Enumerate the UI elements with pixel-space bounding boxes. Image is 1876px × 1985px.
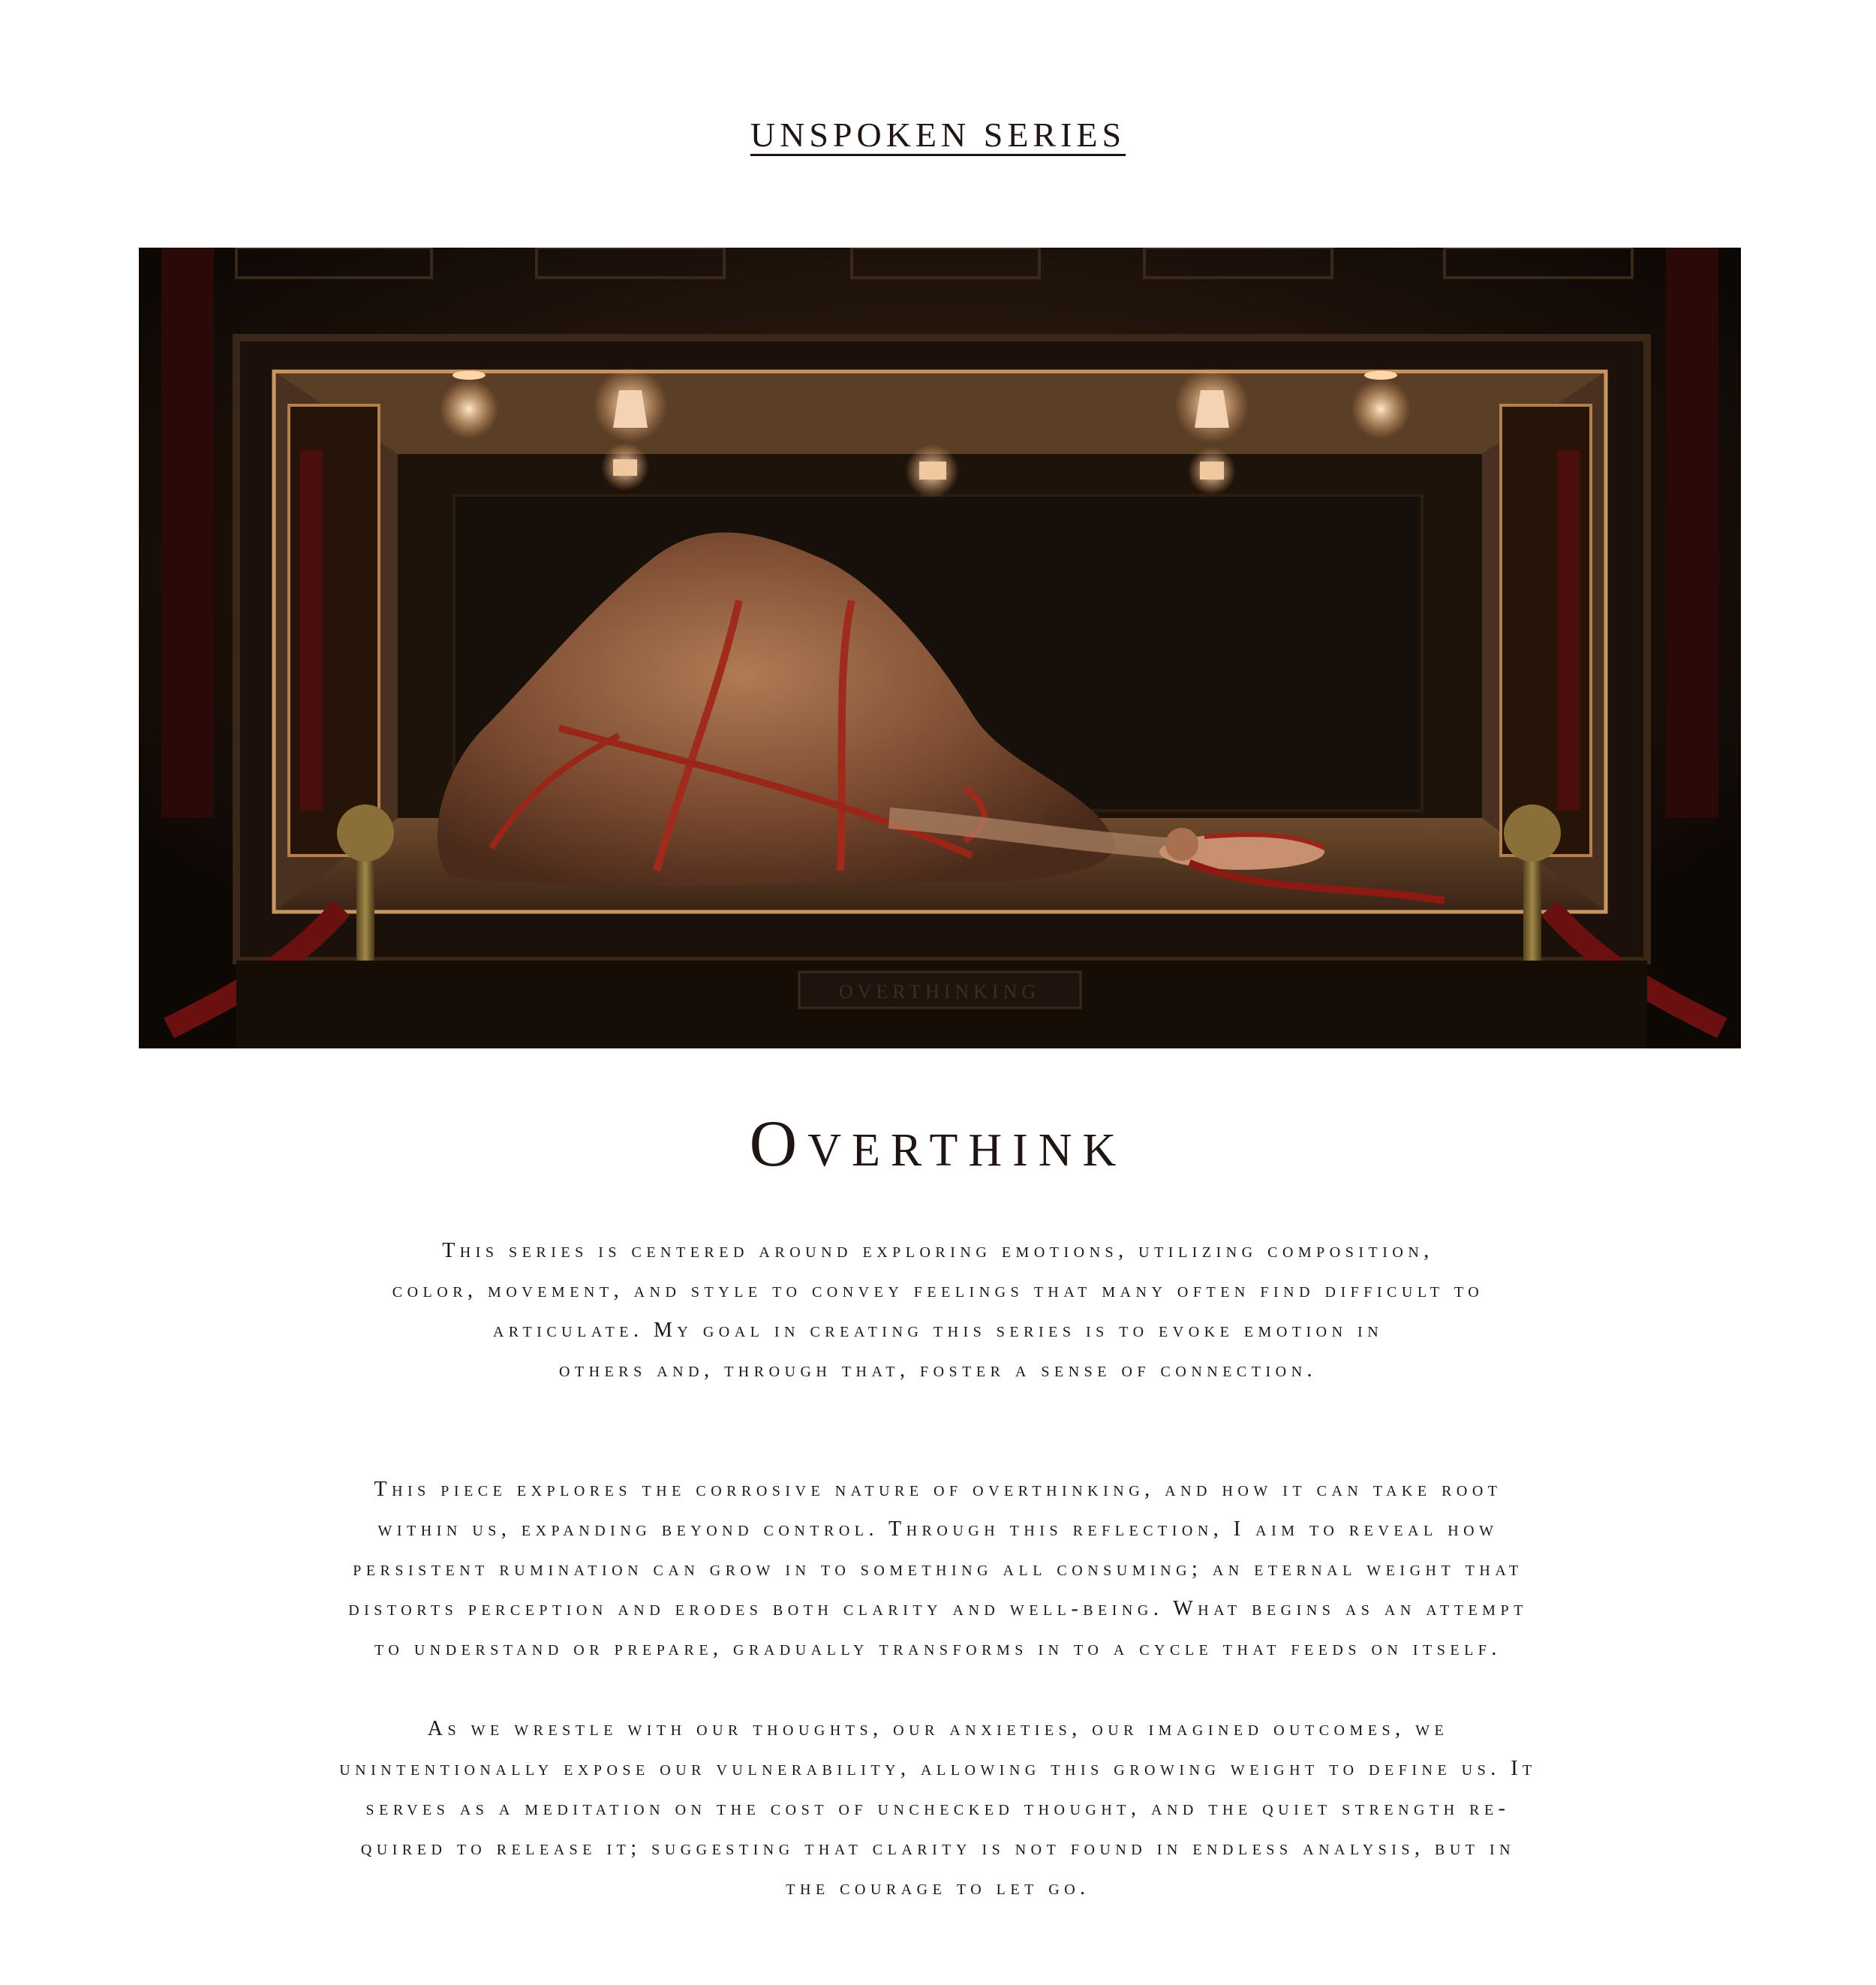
page-title: Overthink: [749, 1108, 1127, 1180]
intro-paragraph: [0, 1231, 1876, 1390]
series-link[interactable]: UNSPOKEN SERIES: [750, 116, 1126, 154]
series-header: [0, 113, 1876, 158]
reflection-paragraph: [0, 1709, 1876, 1908]
reflection-line: As we wrestle with our thoughts, our anxieties, our imagined outcomes, we: [427, 1717, 1449, 1740]
description-line: distorts perception and erodes both clarity and well-being. What begins as an attempt: [348, 1597, 1528, 1620]
reflection-line: serves as a meditation on the cost of unchecked thought, and the quiet strength re-: [365, 1797, 1511, 1820]
intro-line: This series is centered around exploring emotions, utilizing composition,: [442, 1239, 1434, 1262]
artwork-image: [139, 248, 1741, 1048]
plaque-text: OVERTHINKING: [838, 981, 1041, 1003]
description-line: persistent rumination can grow in to something all consuming; an eternal weight that: [353, 1557, 1523, 1580]
artwork-illustration: [139, 248, 1741, 1048]
reflection-line: unintentionally expose our vulnerability, allowing this growing weight to define us. It: [339, 1757, 1537, 1780]
description-line: within us, expanding beyond control. Through this reflection, I aim to reveal how: [377, 1517, 1499, 1541]
reflection-line: the courage to let go.: [786, 1876, 1090, 1899]
description-paragraph: [0, 1469, 1876, 1668]
description-line: to understand or prepare, gradually transforms in to a cycle that feeds on itself.: [374, 1637, 1502, 1660]
description-line: This piece explores the corrosive nature of overthinking, and how it can take root: [374, 1478, 1502, 1501]
intro-line: others and, through that, foster a sense of connection.: [558, 1358, 1318, 1382]
reflection-line: quired to release it; suggesting that clarity is not found in endless analysis, but in: [360, 1836, 1516, 1860]
intro-line: articulate. My goal in creating this series is to evoke emotion in: [492, 1319, 1384, 1342]
intro-line: color, movement, and style to convey feelings that many often find difficult to: [392, 1279, 1484, 1302]
